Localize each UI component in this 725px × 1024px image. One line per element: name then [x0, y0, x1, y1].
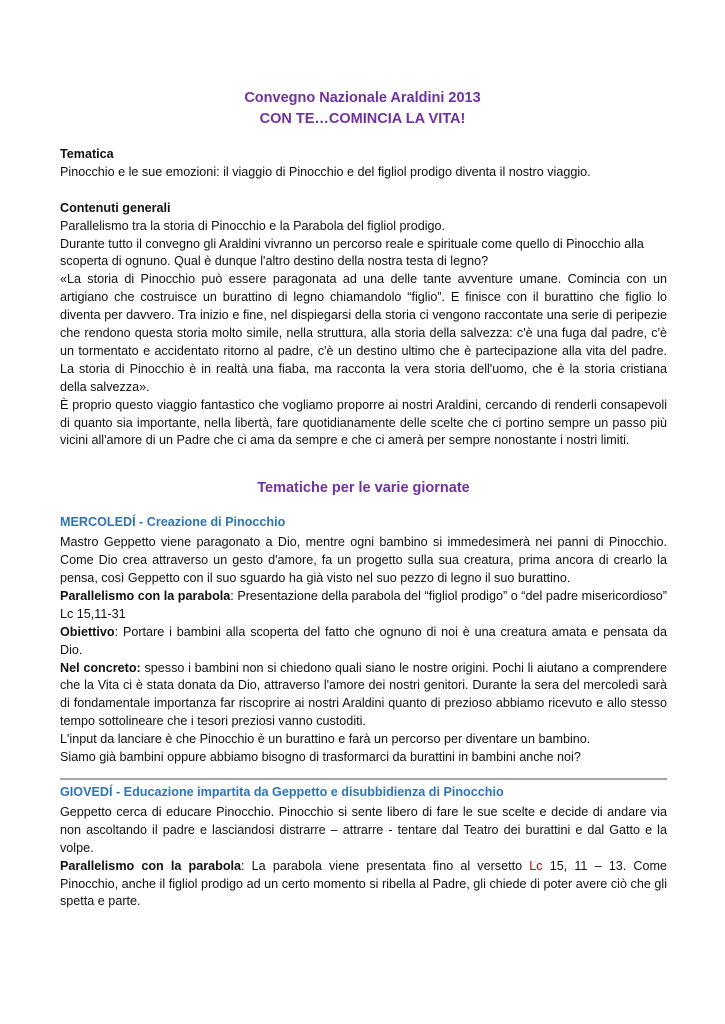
mercoledi-heading: MERCOLEDÍ - Creazione di Pinocchio [60, 515, 286, 530]
document-body [60, 146, 667, 911]
giovedi-parallel-reference: Lc [529, 858, 543, 873]
mercoledi-parallel-label: Parallelismo con la parabola [60, 588, 231, 603]
section-divider [60, 778, 667, 780]
contenuti-paragraph-4: È proprio questo viaggio fantastico che vogliamo proporre ai nostri Araldini, cercando di renderli consapevoli di quanto sia importante, nella libertà, fare quotidianamente delle scelte che ci portino sempre un passo più vicini all'amore di un Padre che ci ama da sempre e che ci amerà per sempre nonostante i nostri limiti. [60, 397, 667, 448]
mercoledi-intro: Mastro Geppetto viene paragonato a Dio, mentre ogni bambino si immedesimerà nei panni di Pinocchio. Come Dio crea attraverso un gesto d'amore, fa un progetto sulla sua creatura, prima ancora di crearlo la pensa, così Geppetto con il suo sguardo ha già visto nel suo pezzo di legno il suo burattino. [60, 535, 667, 586]
mercoledi-obiettivo-text: : Portare i bambini alla scoperta del fatto che ognuno di noi è una creatura amata e pensata da Dio. [60, 624, 667, 657]
mercoledi-input: L'input da lanciare è che Pinocchio è un burattino e farà un percorso per diventare un bambino. [60, 732, 591, 747]
contenuti-quote: «La storia di Pinocchio può essere paragonata ad una delle tante avventure umane. Comincia con un artigiano che costruisce un burattino di legno chiamandolo “figlio”. E finisce con il burattino che figlio lo diventa per davvero. Tra inizio e fine, nel dispiegarsi della storia ci vengono raccontate una serie di peripezie che rendono questa storia molto simile, nella struttura, alla storia della salvezza: c'è una fuga dal padre, c'è un tormentato e accidentato ritorno al padre, c'è un destino ultimo che è partecipazione alla vita del padre. La storia di Pinocchio è in realtà una fiaba, ma racconta la vera storia dell'uomo, che è la storia cristiana della salvezza». [60, 272, 667, 394]
mercoledi-obiettivo-label: Obiettivo [60, 624, 115, 639]
title-line-2: CON TE…COMINCIA LA VITA! [259, 111, 466, 127]
giovedi-parallel-label: Parallelismo con la parabola [60, 858, 242, 873]
contenuti-paragraph-2: Durante tutto il convegno gli Araldini vivranno un percorso reale e spirituale come quello di Pinocchio alla scoperta di ognuno. Qual è dunque l'altro destino della nostra testa di legno? [60, 236, 644, 269]
giovedi-intro: Geppetto cerca di educare Pinocchio. Pinocchio si sente libero di fare le sue scelte e decide di andare via non ascoltando il padre e lasciandosi distrarre – attrarre - tentare dal Teatro dei burattini e dal Gatto e la volpe. [60, 804, 667, 855]
mercoledi-obiettivo [60, 624, 667, 660]
giovedi-heading: GIOVEDÍ - Educazione impartita da Geppetto e disubbidienza di Pinocchio [60, 784, 504, 799]
mercoledi-concreto [60, 660, 667, 732]
giovedi-parallel-text-after: 15, 11 – 13. Come Pinocchio, anche il figliol prodigo ad un certo momento si ribella al Padre, gli chiede di poter avere ciò che gli spetta e parte. [60, 858, 667, 909]
mercoledi-question: Siamo già bambini oppure abbiamo bisogno di trasformarci da burattini in bambini anche noi? [60, 750, 581, 765]
giovedi-parallel [60, 858, 667, 912]
mercoledi-concreto-label: Nel concreto: [60, 660, 141, 675]
mercoledi-parallel [60, 588, 667, 624]
contenuti-label: Contenuti generali [60, 200, 171, 215]
document-title [0, 88, 725, 130]
mercoledi-concreto-text: spesso i bambini non si chiedono quali siano le nostre origini. Pochi li aiutano a comprendere che la Vita ci è stata donata da Dio, attraverso l'amore dei nostri genitori. Durante la sera del mercoledì sarà di fondamentale importanza far riscoprire ai nostri Araldini quanto di prezioso abbiamo ricevuto e allo stesso tempo sottolineare che i tesori preziosi vanno custoditi. [60, 660, 667, 729]
title-line-1: Convegno Nazionale Araldini 2013 [244, 90, 481, 106]
giovedi-parallel-text-before: : La parabola viene presentata fino al versetto [241, 858, 530, 873]
contenuti-paragraph-1: Parallelismo tra la storia di Pinocchio e la Parabola del figliol prodigo. [60, 218, 446, 233]
section-title: Tematiche per le varie giornate [257, 480, 470, 497]
tematica-text: Pinocchio e le sue emozioni: il viaggio di Pinocchio e del figliol prodigo diventa il nostro viaggio. [60, 164, 591, 179]
tematica-label: Tematica [60, 147, 114, 161]
mercoledi-parallel-text: : Presentazione della parabola del “figliol prodigo” o “del padre misericordioso” Lc 15,11-31 [60, 588, 667, 621]
